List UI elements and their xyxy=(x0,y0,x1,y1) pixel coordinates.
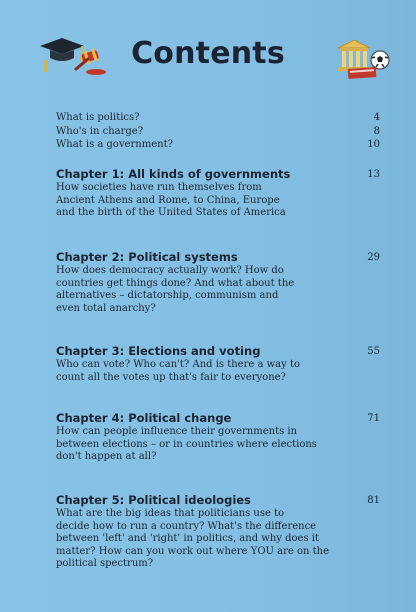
description-line: What are the big ideas that politicians use to xyxy=(56,508,285,519)
description-line: Ancient Athens and Rome, to China, Europe xyxy=(56,194,280,206)
intro-item[interactable] xyxy=(56,111,380,125)
description-line: decide how to run a country? What's the difference xyxy=(56,520,317,532)
description-line: How can people influence their governments in xyxy=(56,426,298,437)
chapter-entry-3[interactable] xyxy=(56,344,380,384)
building-book-football-icon xyxy=(334,38,394,82)
description-line: matter? How can you work out where YOU are on the xyxy=(56,545,329,557)
chapter-page: 71 xyxy=(367,413,380,424)
chapter-entry-5[interactable] xyxy=(56,493,380,571)
chapter-description xyxy=(56,508,341,571)
chapter-title: Chapter 2: Political systems xyxy=(56,250,238,264)
chapter-page: 29 xyxy=(367,252,380,263)
chapter-entry-4[interactable] xyxy=(56,411,380,464)
intro-item[interactable] xyxy=(56,138,380,152)
description-line: even total anarchy? xyxy=(56,302,156,314)
chapter-title: Chapter 4: Political change xyxy=(56,411,232,425)
intro-item[interactable] xyxy=(56,125,380,139)
description-line: How does democracy actually work? How do xyxy=(56,265,284,276)
chapter-description xyxy=(56,182,326,220)
intro-item-title: What is politics? xyxy=(56,112,140,123)
page-title: Contents xyxy=(131,36,285,71)
description-line: between elections – or in countries where elections xyxy=(56,438,317,450)
description-line: and the birth of the United States of America xyxy=(56,207,286,219)
description-line: Who can vote? Who can't? And is there a way to xyxy=(56,359,301,370)
chapter-page: 55 xyxy=(367,346,380,357)
intro-list xyxy=(56,111,380,152)
description-line: between 'left' and 'right' in politics, and why does it xyxy=(56,533,319,545)
chapter-entry-2[interactable] xyxy=(56,250,380,315)
chapter-entry-1[interactable] xyxy=(56,167,380,220)
chapter-title: Chapter 3: Elections and voting xyxy=(56,344,261,358)
chapter-description xyxy=(56,426,326,464)
chapter-page: 13 xyxy=(367,169,380,180)
chapter-description xyxy=(56,359,326,384)
intro-item-page: 4 xyxy=(373,112,380,123)
chapter-title: Chapter 1: All kinds of governments xyxy=(56,167,291,181)
intro-item-title: Who's in charge? xyxy=(56,125,144,137)
intro-item-page: 10 xyxy=(367,139,380,150)
description-line: don't happen at all? xyxy=(56,451,157,463)
description-line: political spectrum? xyxy=(56,558,154,570)
intro-item-title: What is a government? xyxy=(56,139,173,150)
description-line: count all the votes up that's fair to everyone? xyxy=(56,371,286,383)
chapter-page: 81 xyxy=(367,495,380,506)
description-line: alternatives – dictatorship, communism and xyxy=(56,290,279,302)
chapter-description xyxy=(56,265,326,315)
description-line: How societies have run themselves from xyxy=(56,182,262,193)
intro-item-page: 8 xyxy=(373,125,380,137)
chapter-title: Chapter 5: Political ideologies xyxy=(56,493,251,507)
description-line: countries get things done? And what about the xyxy=(56,277,295,289)
